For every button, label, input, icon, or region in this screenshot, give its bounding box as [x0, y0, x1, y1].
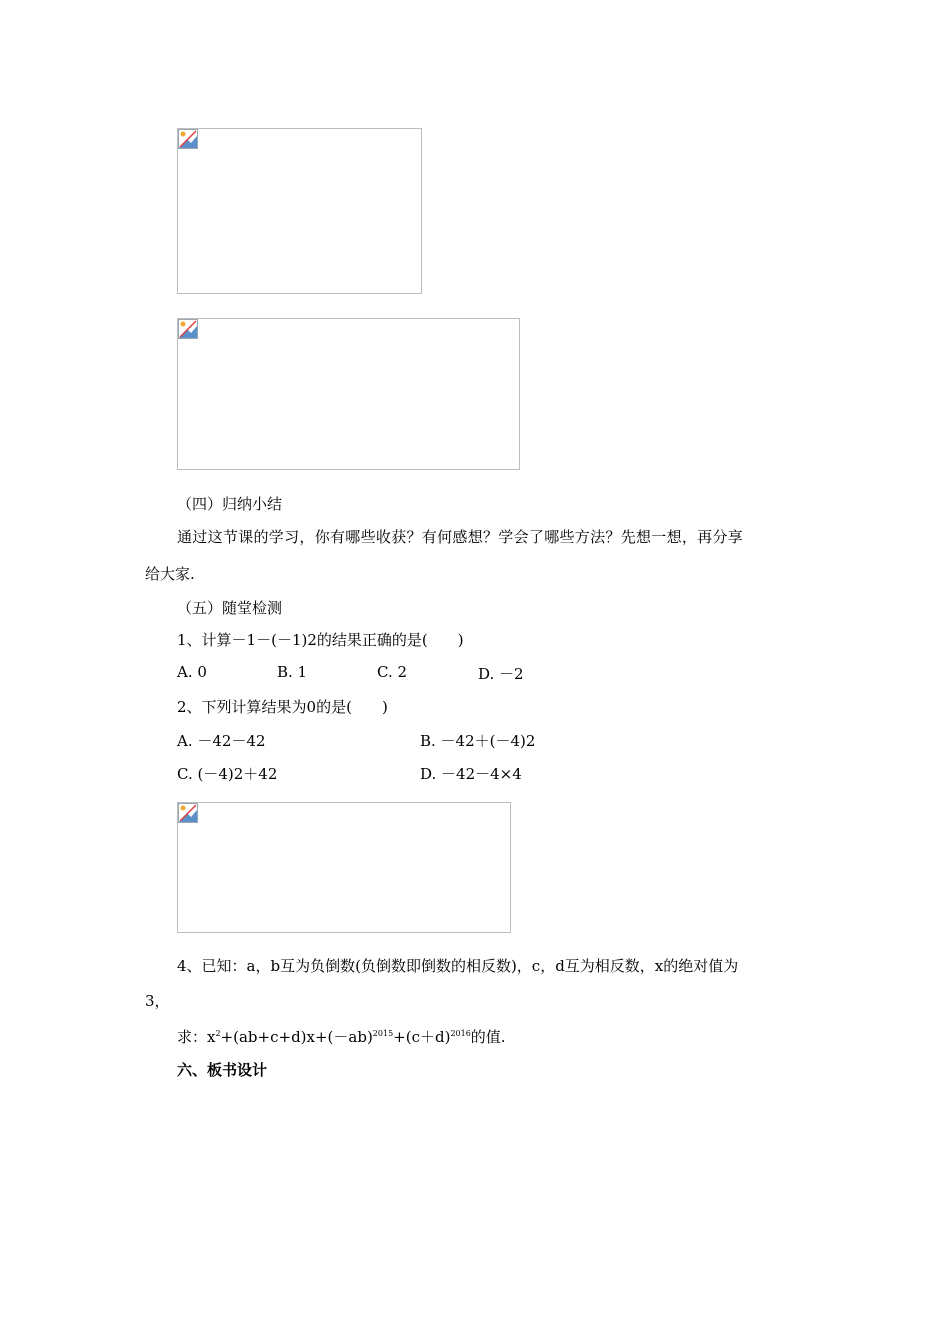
summary-paragraph-line2: 给大家.	[145, 565, 195, 583]
question-1-stem: 1、计算－1－(－1)2的结果正确的是( )	[177, 631, 464, 649]
question-2-stem: 2、下列计算结果为0的是( )	[177, 698, 388, 716]
question-2-option-a: A. －42－42	[177, 732, 266, 750]
question-4-line1: 4、已知：a，b互为负倒数(负倒数即倒数的相反数)，c，d互为相反数，x的绝对值为	[177, 957, 739, 975]
question-1-option-c: C. 2	[377, 663, 408, 681]
question-4-expression	[177, 1026, 506, 1047]
image-placeholder-3	[177, 802, 511, 933]
expression-prefix: 求：x	[177, 1028, 216, 1046]
exponent-2: 2	[215, 1029, 221, 1038]
image-placeholder-2	[177, 318, 520, 470]
section-heading-board-design: 六、板书设计	[177, 1061, 268, 1079]
question-1-option-a: A. 0	[177, 663, 207, 681]
exponent-2015: 2015	[372, 1029, 394, 1038]
exponent-2016: 2016	[450, 1029, 471, 1038]
section-heading-quiz: （五）随堂检测	[177, 599, 283, 617]
expression-suffix: 的值.	[470, 1028, 506, 1046]
question-2-option-b: B. －42＋(－4)2	[420, 732, 536, 750]
summary-paragraph-line1: 通过这节课的学习，你有哪些收获？有何感想？学会了哪些方法？先想一想，再分享	[177, 528, 744, 546]
expression-mid2: +(c＋d)	[393, 1028, 451, 1046]
broken-image-icon	[178, 129, 198, 149]
question-1-option-b: B. 1	[277, 663, 308, 681]
question-2-option-d: D. －42－4×4	[420, 765, 522, 783]
broken-image-icon	[178, 319, 198, 339]
expression-mid1: +(ab+c+d)x+(－ab)	[220, 1028, 373, 1046]
question-4-line2: 3，	[145, 992, 170, 1010]
section-heading-summary: （四）归纳小结	[177, 495, 283, 513]
image-placeholder-1	[177, 128, 422, 294]
question-2-option-c: C. (－4)2＋42	[177, 765, 278, 783]
broken-image-icon	[178, 803, 198, 823]
question-1-option-d: D. －2	[478, 665, 524, 683]
